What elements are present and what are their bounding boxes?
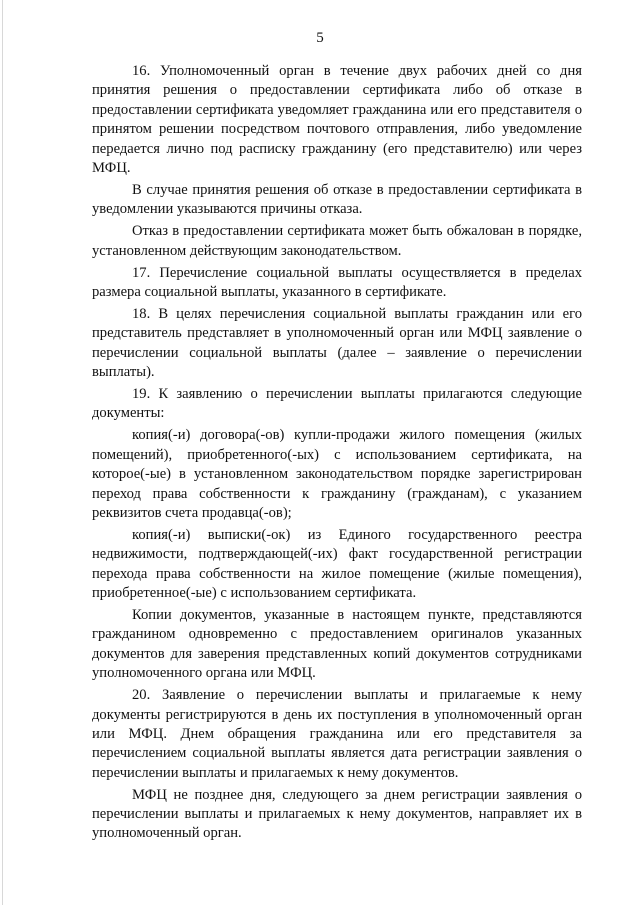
paragraph-16: 16. Уполномоченный орган в течение двух рабочих дней со дня принятия решения о предоставлении сертификата либо об отказе в предоставлении сертификата уведомляет гражданина или его представителя о принятом решении посредством почтового отправления, либо уведомление передается лично под расписку гражданину (его представителю) или через МФЦ. xyxy=(92,63,582,177)
list-item-contract-copies: копия(-и) договора(-ов) купли-продажи жилого помещения (жилых помещений), приобретенного(-ых) с использованием сертификата, на которое(-ые) в установленном законодательством порядке зарегистрирован переход права собственности к гражданину (гражданам), с указанием реквизитов счета продавца(-ов); xyxy=(92,427,582,521)
scan-edge-line xyxy=(2,0,3,905)
paragraph-19: 19. К заявлению о перечислении выплаты прилагаются следующие документы: xyxy=(92,386,582,422)
paragraph-appeal: Отказ в предоставлении сертификата может быть обжалован в порядке, установленном действующим законодательством. xyxy=(92,223,582,259)
paragraph-mfc-forwarding: МФЦ не позднее дня, следующего за днем регистрации заявления о перечислении выплаты и прилагаемых к нему документов, направляет их в уполномоченный орган. xyxy=(92,786,582,842)
page-number: 5 xyxy=(316,30,324,46)
paragraph-17: 17. Перечисление социальной выплаты осуществляется в пределах размера социальной выплаты, указанного в сертификате. xyxy=(92,264,582,300)
paragraph-20: 20. Заявление о перечислении выплаты и прилагаемые к нему документы регистрируются в день их поступления в уполномоченный орган или МФЦ. Днем обращения гражданина или его представителя за перечислением социальной выплаты является дата регистрации заявления о перечислении выплаты и прилагаемых к нему документов. xyxy=(92,687,582,781)
paragraph-18: 18. В целях перечисления социальной выплаты гражданин или его представитель представляет в уполномоченный орган или МФЦ заявление о перечислении социальной выплаты (далее – заявление о перечислении выплаты). xyxy=(92,305,582,381)
document-body xyxy=(92,62,582,846)
paragraph-refusal-reasons: В случае принятия решения об отказе в предоставлении сертификата в уведомлении указываются причины отказа. xyxy=(92,181,582,218)
paragraph-copies-certification: Копии документов, указанные в настоящем пункте, представляются гражданином одновременно с предоставлением оригиналов указанных документов для заверения представленных копий документов сотрудниками уполномоченного органа или МФЦ. xyxy=(92,606,582,682)
list-item-registry-extracts: копия(-и) выписки(-ок) из Единого государственного реестра недвижимости, подтверждающей(-их) факт государственной регистрации перехода права собственности на жилое помещение (жилые помещения), приобретенное(-ые) с использованием сертификата. xyxy=(92,526,582,602)
